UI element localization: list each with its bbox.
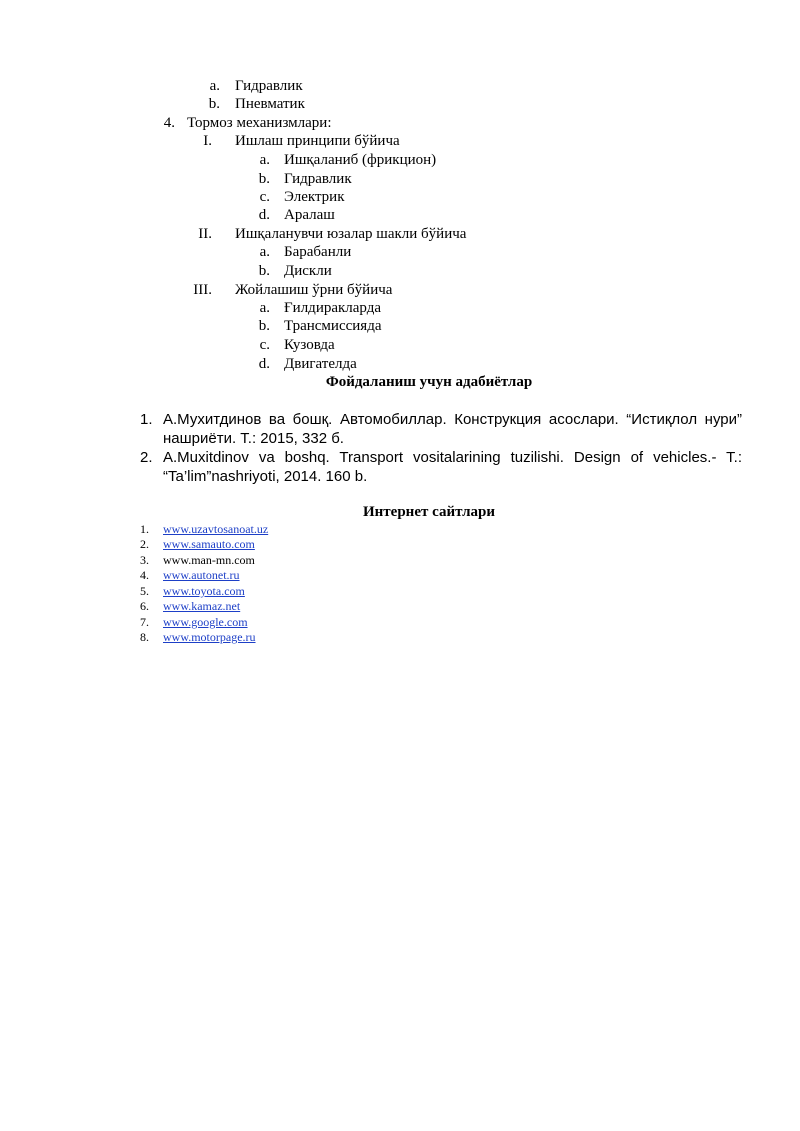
list-item-text: Двигателда bbox=[284, 356, 357, 372]
list-marker: c. bbox=[259, 337, 270, 353]
roman-marker: III. bbox=[193, 282, 212, 298]
list-marker: a. bbox=[209, 78, 220, 94]
site-number: 5. bbox=[140, 584, 149, 598]
list-marker: b. bbox=[208, 96, 220, 112]
list-marker: a. bbox=[259, 152, 270, 168]
site-link[interactable]: www.kamaz.net bbox=[163, 599, 241, 613]
site-number: 8. bbox=[140, 630, 149, 644]
list-marker: d. bbox=[258, 356, 270, 372]
group-title: Ишлаш принципи бўйича bbox=[235, 133, 400, 149]
site-number: 7. bbox=[140, 615, 149, 629]
site-number: 6. bbox=[140, 599, 149, 613]
group-title: Ишқаланувчи юзалар шакли бўйича bbox=[235, 226, 467, 242]
list-marker: b. bbox=[258, 171, 270, 187]
list-item-text: Гидравлик bbox=[235, 78, 303, 94]
list-item-text: Гидравлик bbox=[284, 171, 352, 187]
list-item-text: Барабанли bbox=[284, 244, 352, 260]
site-link[interactable]: www.uzavtosanoat.uz bbox=[163, 522, 269, 536]
reference-text-line: “Ta’lim”nashriyoti, 2014. 160 b. bbox=[163, 468, 368, 485]
reference-text-line: А.Мухитдинов ва бошқ. Автомобиллар. Конструкция асослари. “Истиқлол нури” bbox=[163, 411, 742, 428]
site-link[interactable]: www.motorpage.ru bbox=[163, 630, 256, 644]
internet-sites-heading: Интернет сайтлари bbox=[363, 504, 495, 520]
roman-marker: I. bbox=[203, 133, 212, 149]
site-link[interactable]: www.samauto.com bbox=[163, 537, 255, 551]
list-marker: d. bbox=[258, 207, 270, 223]
site-link[interactable]: www.google.com bbox=[163, 615, 248, 629]
literature-heading: Фойдаланиш учун адабиётлар bbox=[325, 374, 533, 390]
group-title: Жойлашиш ўрни бўйича bbox=[235, 282, 393, 298]
site-number: 3. bbox=[140, 553, 149, 567]
reference-number: 2. bbox=[140, 449, 153, 466]
reference-text-line: A.Muxitdinov va boshq. Transport vositalarining tuzilishi. Design of vehicles.- T.: bbox=[163, 449, 742, 466]
site-link[interactable]: www.toyota.com bbox=[163, 584, 245, 598]
reference-number: 1. bbox=[140, 411, 153, 428]
site-number: 1. bbox=[140, 522, 149, 536]
reference-text-line: нашриёти. Т.: 2015, 332 б. bbox=[163, 430, 344, 447]
list-marker: b. bbox=[258, 318, 270, 334]
list-item-text: Ишқаланиб (фрикцион) bbox=[284, 152, 437, 168]
list-marker: b. bbox=[258, 263, 270, 279]
reference-item bbox=[140, 410, 742, 450]
site-number: 2. bbox=[140, 537, 149, 551]
roman-marker: II. bbox=[198, 226, 212, 242]
site-link[interactable]: www.autonet.ru bbox=[163, 568, 240, 582]
site-text: www.man-mn.com bbox=[163, 553, 255, 567]
site-number: 4. bbox=[140, 568, 149, 582]
list-item-text: Электрик bbox=[284, 189, 345, 205]
list-item-text: Трансмиссияда bbox=[284, 318, 382, 334]
list-item-text: Аралаш bbox=[284, 207, 335, 223]
list-marker: 4. bbox=[163, 115, 175, 131]
list-marker: a. bbox=[259, 244, 270, 260]
list-item-text: Тормоз механизмлари: bbox=[187, 115, 332, 131]
list-item-text: Дискли bbox=[284, 263, 332, 279]
list-marker: c. bbox=[259, 189, 270, 205]
list-item-text: Ғилдиракларда bbox=[284, 300, 382, 316]
list-marker: a. bbox=[259, 300, 270, 316]
reference-item bbox=[140, 448, 742, 488]
list-item-text: Кузовда bbox=[284, 337, 335, 353]
list-item-text: Пневматик bbox=[235, 96, 305, 112]
